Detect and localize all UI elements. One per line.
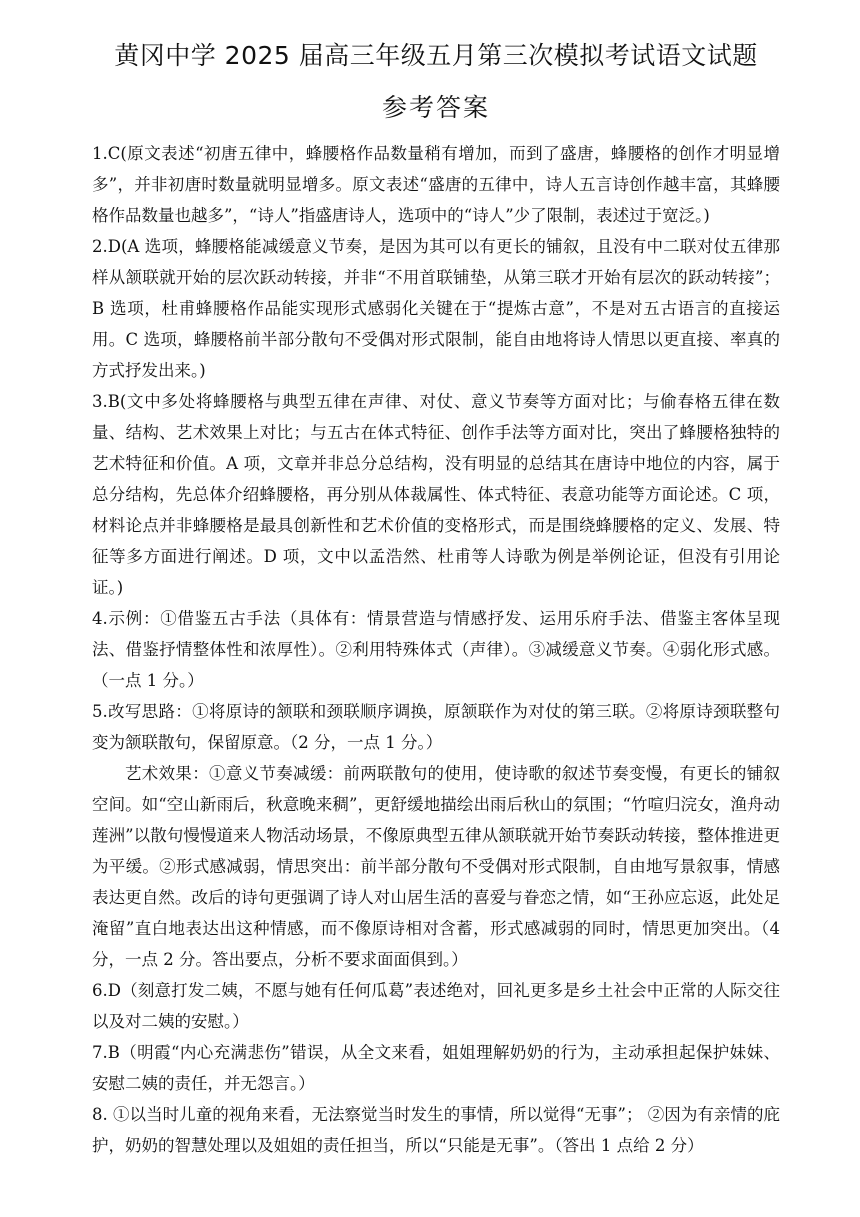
answer-item-5-artistic-effect: 艺术效果：①意义节奏减缓：前两联散句的使用，使诗歌的叙述节奏变慢，有更长的铺叙空间。如“空山新雨后，秋意晚来稠”，更舒缓地描绘出雨后秋山的氛围；“竹喧归浣女，渔舟动莲洲”以散句慢慢道来人物活动场景，不像原典型五律从颔联就开始节奏跃动转接，整体推进更为平缓。②形式感减弱，情思突出：前半部分散句不受偶对形式限制，自由地写景叙事，情感表达更自然。改后的诗句更强调了诗人对山居生活的喜爱与眷恋之情，如“王孙应忘返，此处足淹留”直白地表达出这种情感，而不像原诗相对含蓄，形式感减弱的同时，情思更加突出。（4 分，一点 2 分。答出要点，分析不要求面面俱到。）	[92, 764, 780, 969]
answer-item-3: 3.B(文中多处将蜂腰格与典型五律在声律、对仗、意义节奏等方面对比；与偷春格五律在数量、结构、艺术效果上对比；与五古在体式特征、创作手法等方面对比，突出了蜂腰格独特的艺术特征和价值。A 项，文章并非总分总结构，没有明显的总结其在唐诗中地位的内容，属于总分结构，先总体介绍蜂腰格，再分别从体裁属性、体式特征、表意功能等方面论述。C 项，材料论点并非蜂腰格是最具创新性和艺术价值的变格形式，而是围绕蜂腰格的定义、发展、特征等多方面进行阐述。D 项，文中以孟浩然、杜甫等人诗歌为例是举例论证，但没有引用论证。)	[92, 392, 780, 597]
document-subtitle: 参考答案	[381, 93, 490, 122]
answer-item-2: 2.D(A 选项，蜂腰格能减缓意义节奏，是因为其可以有更长的铺叙，且没有中二联对仗五律那样从颔联就开始的层次跃动转接，并非“不用首联铺垫，从第三联才开始有层次的跃动转接”；B 选项，杜甫蜂腰格作品能实现形式感弱化关键在于“提炼古意”，不是对五古语言的直接运用。C 选项，蜂腰格前半部分散句不受偶对形式限制，能自由地将诗人情思以更直接、率真的方式抒发出来。)	[92, 237, 780, 380]
answer-item-4: 4.示例：①借鉴五古手法（具体有：情景营造与情感抒发、运用乐府手法、借鉴主客体呈现法、借鉴抒情整体性和浓厚性）。②利用特殊体式（声律）。③减缓意义节奏。④弱化形式感。（一点 1 分。）	[92, 609, 780, 690]
answer-item-5: 5.改写思路：①将原诗的颔联和颈联顺序调换，原颔联作为对仗的第三联。②将原诗颈联整句变为颔联散句，保留原意。（2 分，一点 1 分。）	[92, 702, 780, 752]
answer-item-1: 1.C(原文表述“初唐五律中，蜂腰格作品数量稍有增加，而到了盛唐，蜂腰格的创作才明显增多”，并非初唐时数量就明显增多。原文表述“盛唐的五律中，诗人五言诗创作越丰富，其蜂腰格作品数量也越多”，“诗人”指盛唐诗人，选项中的“诗人”少了限制，表述过于宽泛。)	[92, 144, 780, 225]
document-title: 黄冈中学 2025 届高三年级五月第三次模拟考试语文试题	[114, 41, 758, 70]
answer-list	[92, 138, 780, 1161]
answer-item-6: 6.D（刻意打发二姨，不愿与她有任何瓜葛”表述绝对，回礼更多是乡土社会中正常的人际交往以及对二姨的安慰。）	[92, 981, 780, 1031]
answer-item-7: 7.B（明霞“内心充满悲伤”错误，从全文来看，姐姐理解奶奶的行为，主动承担起保护妹妹、安慰二姨的责任，并无怨言。）	[92, 1043, 780, 1093]
answer-item-8: 8. ①以当时儿童的视角来看，无法察觉当时发生的事情，所以觉得“无事”； ②因为有亲情的庇护，奶奶的智慧处理以及姐姐的责任担当，所以“只能是无事”。（答出 1 点给 2 分）	[92, 1105, 780, 1155]
